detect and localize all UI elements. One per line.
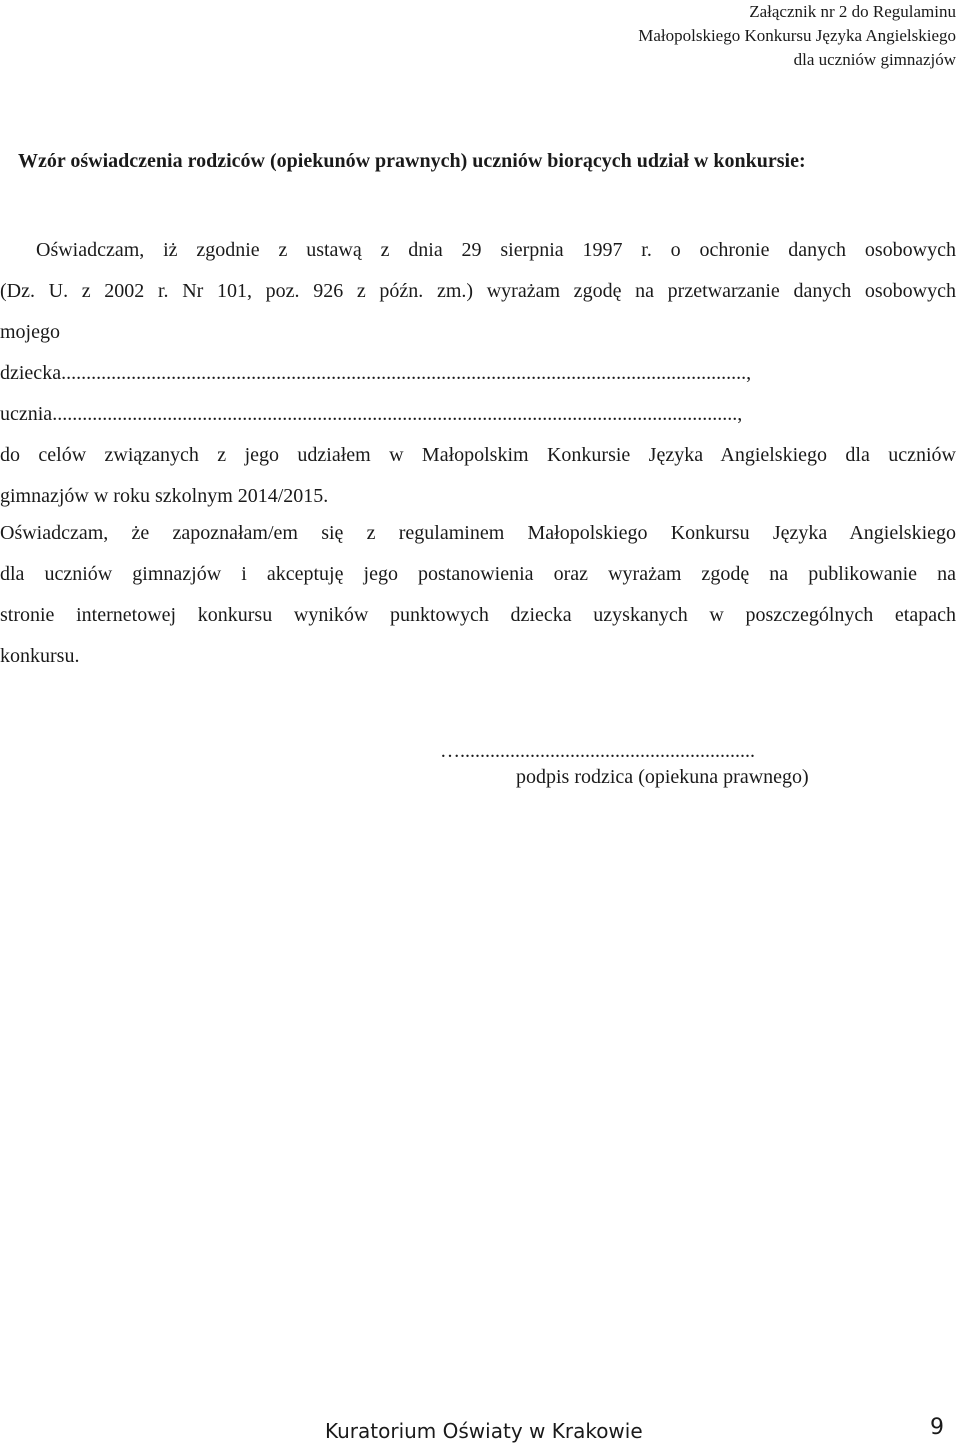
document-header <box>536 0 956 72</box>
paragraph-line: gimnazjów w roku szkolnym 2014/2015. <box>0 485 329 507</box>
paragraph-line: mojego <box>0 321 60 343</box>
consent-paragraph <box>0 230 956 517</box>
paragraph-line: Oświadczam, że zapoznałam/em się z regulaminem Małopolskiego Konkursu Języka Angielskiego <box>0 522 956 544</box>
signature-dotted-line: …........................................................... <box>440 740 755 762</box>
paragraph-line: do celów związanych z jego udziałem w Małopolskim Konkursie Języka Angielskiego dla uczniów <box>0 444 956 466</box>
document-title: Wzór oświadczenia rodziców (opiekunów prawnych) uczniów biorących udział w konkursie: <box>18 150 806 172</box>
signature-label: podpis rodzica (opiekuna prawnego) <box>516 766 809 788</box>
paragraph-line: dla uczniów gimnazjów i akceptuję jego postanowienia oraz wyrażam zgodę na publikowanie na <box>0 563 956 585</box>
paragraph-line: stronie internetowej konkursu wyników punktowych dziecka uzyskanych w poszczególnych etapach <box>0 604 956 626</box>
footer-institution: Kuratorium Oświaty w Krakowie <box>325 1419 643 1443</box>
header-audience-line: dla uczniów gimnazjów <box>793 50 956 69</box>
paragraph-line: konkursu. <box>0 645 80 667</box>
header-attachment-line: Załącznik nr 2 do Regulaminu <box>749 2 956 21</box>
child-name-field-line: dziecka........................................................................................................................................., <box>0 362 752 384</box>
regulations-paragraph <box>0 513 956 677</box>
page-number: 9 <box>930 1415 944 1440</box>
paragraph-line: (Dz. U. z 2002 r. Nr 101, poz. 926 z późn. zm.) wyrażam zgodę na przetwarzanie danych osobowych <box>0 280 956 302</box>
header-contest-line: Małopolskiego Konkursu Języka Angielskiego <box>638 26 956 45</box>
student-field-line: ucznia........................................................................................................................................., <box>0 403 743 425</box>
paragraph-line: Oświadczam, iż zgodnie z ustawą z dnia 29 sierpnia 1997 r. o ochronie danych osobowych <box>36 239 956 261</box>
